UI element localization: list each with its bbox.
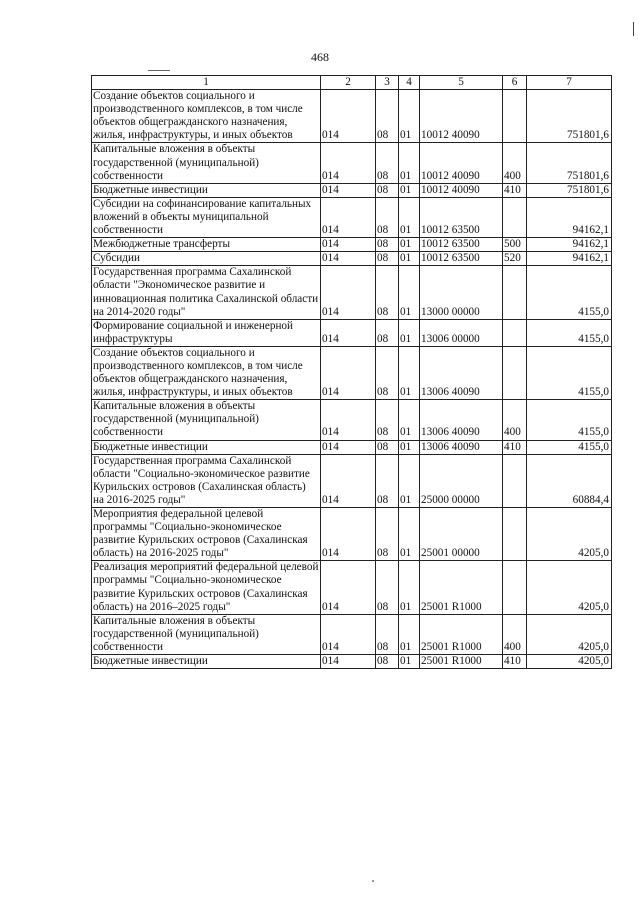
table-row (92, 252, 612, 266)
row-c3-cell: 08 (376, 440, 399, 454)
row-name-cell: Мероприятия федеральной целевой программы "Социально-экономическое развитие Курильских островов (Сахалинская область) на 2016-2025 годы" (92, 508, 321, 561)
row-name-cell: Формирование социальной и инженерной инфраструктуры (92, 319, 321, 346)
row-c5-cell: 13006 40090 (420, 346, 503, 399)
row-c5-cell: 10012 63500 (420, 197, 503, 237)
row-c3-cell: 08 (376, 655, 399, 669)
table-row (92, 655, 612, 669)
row-c7-cell: 94162,1 (527, 238, 612, 252)
row-c3-cell: 08 (376, 400, 399, 440)
row-c4-cell: 01 (399, 238, 420, 252)
budget-table (91, 75, 612, 669)
row-c7-cell: 4205,0 (527, 561, 612, 614)
header-cell-2: 2 (321, 76, 376, 90)
row-c4-cell: 01 (399, 143, 420, 183)
row-name-cell: Межбюджетные трансферты (92, 238, 321, 252)
row-c3-cell: 08 (376, 266, 399, 319)
row-c4-cell: 01 (399, 655, 420, 669)
row-c2-cell: 014 (321, 508, 376, 561)
table-row (92, 440, 612, 454)
row-c5-cell: 13000 00000 (420, 266, 503, 319)
row-c5-cell: 25001 R1000 (420, 655, 503, 669)
row-c3-cell: 08 (376, 252, 399, 266)
table-row (92, 508, 612, 561)
row-c6-cell: 400 (503, 614, 527, 654)
row-c2-cell: 014 (321, 400, 376, 440)
row-c2-cell: 014 (321, 183, 376, 197)
table-row (92, 238, 612, 252)
row-c7-cell: 4155,0 (527, 346, 612, 399)
row-c6-cell (503, 266, 527, 319)
row-c4-cell: 01 (399, 400, 420, 440)
row-c7-cell: 60884,4 (527, 454, 612, 507)
row-c2-cell: 014 (321, 252, 376, 266)
row-c4-cell: 01 (399, 614, 420, 654)
row-c7-cell: 4205,0 (527, 508, 612, 561)
row-c7-cell: 751801,6 (527, 183, 612, 197)
row-c4-cell: 01 (399, 266, 420, 319)
table-row (92, 143, 612, 183)
row-c6-cell: 400 (503, 400, 527, 440)
row-c3-cell: 08 (376, 614, 399, 654)
row-c3-cell: 08 (376, 319, 399, 346)
row-c4-cell: 01 (399, 346, 420, 399)
row-c4-cell: 01 (399, 319, 420, 346)
row-c7-cell: 4155,0 (527, 400, 612, 440)
row-c5-cell: 25000 00000 (420, 454, 503, 507)
row-c7-cell: 751801,6 (527, 90, 612, 143)
row-c4-cell: 01 (399, 90, 420, 143)
row-name-cell: Государственная программа Сахалинской области "Экономическое развитие и инновационная политика Сахалинской области на 2014-2020 годы" (92, 266, 321, 319)
scan-dash-mark (148, 70, 170, 71)
row-c2-cell: 014 (321, 440, 376, 454)
row-c2-cell: 014 (321, 346, 376, 399)
row-c7-cell: 4155,0 (527, 266, 612, 319)
header-row (92, 76, 612, 90)
row-name-cell: Государственная программа Сахалинской области "Социально-экономическое развитие Курильских островов (Сахалинская область) на 2016-2025 годы" (92, 454, 321, 507)
row-name-cell: Капитальные вложения в объекты государственной (муниципальной) собственности (92, 614, 321, 654)
row-c4-cell: 01 (399, 252, 420, 266)
table-row (92, 197, 612, 237)
row-c3-cell: 08 (376, 238, 399, 252)
row-c5-cell: 10012 63500 (420, 238, 503, 252)
row-c6-cell (503, 197, 527, 237)
row-name-cell: Субсидии на софинансирование капитальных вложений в объекты муниципальной собственности (92, 197, 321, 237)
table-row (92, 346, 612, 399)
row-c2-cell: 014 (321, 90, 376, 143)
row-c2-cell: 014 (321, 143, 376, 183)
header-cell-4: 4 (399, 76, 420, 90)
row-c3-cell: 08 (376, 508, 399, 561)
row-c2-cell: 014 (321, 197, 376, 237)
row-c7-cell: 94162,1 (527, 197, 612, 237)
row-c5-cell: 10012 63500 (420, 252, 503, 266)
row-c5-cell: 10012 40090 (420, 90, 503, 143)
row-c5-cell: 10012 40090 (420, 183, 503, 197)
row-c4-cell: 01 (399, 440, 420, 454)
row-c7-cell: 751801,6 (527, 143, 612, 183)
row-c7-cell: 4155,0 (527, 319, 612, 346)
row-c3-cell: 08 (376, 183, 399, 197)
row-c4-cell: 01 (399, 454, 420, 507)
row-c2-cell: 014 (321, 238, 376, 252)
row-c6-cell: 410 (503, 440, 527, 454)
row-c7-cell: 4205,0 (527, 655, 612, 669)
row-c5-cell: 13006 40090 (420, 440, 503, 454)
row-c5-cell: 10012 40090 (420, 143, 503, 183)
row-c6-cell (503, 346, 527, 399)
row-c3-cell: 08 (376, 143, 399, 183)
row-name-cell: Реализация мероприятий федеральной целевой программы "Социально-экономическое развитие Курильских островов (Сахалинская область) на 2016–2025 годы" (92, 561, 321, 614)
row-name-cell: Субсидии (92, 252, 321, 266)
row-c5-cell: 25001 R1000 (420, 561, 503, 614)
scan-edge-mark (633, 22, 634, 36)
row-c6-cell: 500 (503, 238, 527, 252)
row-name-cell: Бюджетные инвестиции (92, 440, 321, 454)
table-row (92, 561, 612, 614)
row-c6-cell (503, 508, 527, 561)
row-c3-cell: 08 (376, 561, 399, 614)
row-name-cell: Создание объектов социального и производственного комплексов, в том числе объектов общегражданского назначения, жилья, инфраструктуры, и иных объектов (92, 90, 321, 143)
row-name-cell: Капитальные вложения в объекты государственной (муниципальной) собственности (92, 143, 321, 183)
row-c6-cell: 520 (503, 252, 527, 266)
row-c6-cell (503, 90, 527, 143)
page-number: 468 (311, 50, 329, 64)
row-name-cell: Бюджетные инвестиции (92, 655, 321, 669)
row-c2-cell: 014 (321, 614, 376, 654)
row-c4-cell: 01 (399, 561, 420, 614)
row-c4-cell: 01 (399, 197, 420, 237)
row-name-cell: Создание объектов социального и производственного комплексов, в том числе объектов общегражданского назначения, жилья, инфраструктуры, и иных объектов (92, 346, 321, 399)
row-name-cell: Капитальные вложения в объекты государственной (муниципальной) собственности (92, 400, 321, 440)
row-c3-cell: 08 (376, 346, 399, 399)
table-row (92, 183, 612, 197)
row-c2-cell: 014 (321, 266, 376, 319)
table-row (92, 614, 612, 654)
header-cell-7: 7 (527, 76, 612, 90)
table-row (92, 400, 612, 440)
row-c6-cell (503, 319, 527, 346)
row-c4-cell: 01 (399, 508, 420, 561)
row-c5-cell: 25001 00000 (420, 508, 503, 561)
row-c3-cell: 08 (376, 454, 399, 507)
row-name-cell: Бюджетные инвестиции (92, 183, 321, 197)
table-row (92, 90, 612, 143)
table-row (92, 266, 612, 319)
row-c5-cell: 13006 00000 (420, 319, 503, 346)
header-cell-1: 1 (92, 76, 321, 90)
row-c3-cell: 08 (376, 90, 399, 143)
header-cell-5: 5 (420, 76, 503, 90)
table-row (92, 319, 612, 346)
header-cell-6: 6 (503, 76, 527, 90)
table-row (92, 454, 612, 507)
row-c5-cell: 25001 R1000 (420, 614, 503, 654)
header-cell-3: 3 (376, 76, 399, 90)
row-c2-cell: 014 (321, 561, 376, 614)
row-c6-cell: 400 (503, 143, 527, 183)
row-c2-cell: 014 (321, 655, 376, 669)
row-c3-cell: 08 (376, 197, 399, 237)
row-c5-cell: 13006 40090 (420, 400, 503, 440)
row-c2-cell: 014 (321, 454, 376, 507)
row-c6-cell (503, 454, 527, 507)
scan-speck (372, 880, 374, 882)
row-c7-cell: 4155,0 (527, 440, 612, 454)
row-c7-cell: 4205,0 (527, 614, 612, 654)
row-c4-cell: 01 (399, 183, 420, 197)
row-c6-cell: 410 (503, 183, 527, 197)
row-c2-cell: 014 (321, 319, 376, 346)
row-c6-cell: 410 (503, 655, 527, 669)
row-c6-cell (503, 561, 527, 614)
row-c7-cell: 94162,1 (527, 252, 612, 266)
